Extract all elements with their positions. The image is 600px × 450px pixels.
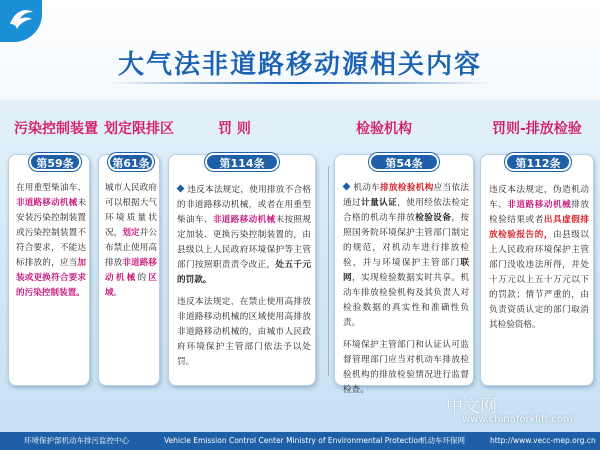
article-61-text xyxy=(105,181,157,301)
footer-site-url[interactable]: http://www.vecc-mep.org.cn xyxy=(490,436,596,445)
article-badge: 第112条 xyxy=(505,153,571,171)
article-59-card xyxy=(8,154,90,386)
footer-org-cn: 环境保护部机动车排污监控中心 xyxy=(24,436,129,445)
text-segment: 应当依法通过 xyxy=(343,183,469,208)
text-segment: ，使用经依法检定合格的机动车排放 xyxy=(343,198,469,223)
article-badge: 第114条 xyxy=(205,153,279,171)
page-title: 大气法非道路移动源相关内容 xyxy=(117,50,482,80)
highlight-inspection-agency: 排放检验机构 xyxy=(380,183,434,193)
article-54-text xyxy=(343,181,469,405)
divider xyxy=(328,166,329,376)
text-segment: 违反本法规定，伪造机动车、 xyxy=(489,185,589,210)
text-segment: 排放检验结果或者 xyxy=(489,200,589,225)
bullet-icon xyxy=(177,185,185,193)
heading-penalty: 罚 则 xyxy=(218,121,251,137)
text-segment: 违反本法规定，使用排放不合格的非道路移动机械，或者在用重型柴油车、 xyxy=(177,185,311,225)
highlight-non-road-machinery: 非道路移动机械 xyxy=(105,258,157,283)
article-badge: 第59条 xyxy=(29,153,81,171)
header xyxy=(0,0,600,100)
text-segment: 并公布禁止使用高排放 xyxy=(105,228,157,268)
text-segment: ，按照国务院环境保护主管部门制定的规范，对机动车进行排放检验，并与环境保护主管部门 xyxy=(343,213,469,268)
bird-logo-icon xyxy=(0,0,42,42)
highlight-install-device: 加装或更换符合要求的污染控制装置。 xyxy=(16,258,86,298)
highlight-designate: 划定 xyxy=(122,228,140,238)
text-segment: 未安装污染控制装置或污染控制装置不符合要求，不能达标排放的，应当 xyxy=(16,198,86,268)
text-segment: 机动车 xyxy=(353,183,381,193)
article-badge: 第54条 xyxy=(369,153,439,171)
highlight-non-road-machinery: 非道路移动机械 xyxy=(16,198,78,208)
highlight-false-report: 出具虚假排放检验报告的， xyxy=(489,215,589,240)
text-segment: 在用重型柴油车、 xyxy=(16,183,86,193)
footer-site-cn: 机动车环保网 xyxy=(420,436,465,445)
article-badge: 第61条 xyxy=(108,153,154,171)
text-segment: 环境保护主管部门和认证认可监督管理部门应当对机动车排放检验机构的排放检验情况进行监督检查。 xyxy=(343,340,469,395)
text-segment: 城市人民政府可以根据大气环境质量状况， xyxy=(105,183,157,238)
text-segment: ，实现检验数据实时共享。机动车排放检验机构及其负责人对检验数据的真实性和准确性负责。 xyxy=(343,273,469,328)
article-114-text xyxy=(177,183,311,377)
heading-restricted-zone: 划定限排区 xyxy=(104,121,174,137)
article-112-text xyxy=(489,183,589,333)
highlight-area: 区域 xyxy=(105,273,157,298)
watermark-url: www.chinaforklift.com xyxy=(462,414,573,425)
article-59-text xyxy=(16,181,86,301)
article-61-card xyxy=(98,154,160,386)
highlight-non-road-machinery: 非道路移动机械 xyxy=(212,215,276,225)
text-segment: 。 xyxy=(113,288,123,298)
highlight-equipment: 检验设备 xyxy=(415,213,452,223)
article-112-card xyxy=(480,154,594,386)
bullet-icon xyxy=(343,183,351,191)
footer-org-en: Vehicle Emission Control Center Ministry of Environmental Protection xyxy=(164,436,423,445)
text-segment: 由县级以上人民政府环境保护主管部门没收违法所得，并处十万元以上五十万元以下的罚款；情节严重的，由负责资质认定的部门取消其检验资格。 xyxy=(489,230,589,330)
text-segment: 未按照规定加装、更换污染控制装置的，由县级以上人民政府环境保护等主管部门按照职责责令改正， xyxy=(177,215,311,270)
article-114-card xyxy=(168,154,316,386)
highlight-fine: 处五千元的罚款。 xyxy=(177,260,311,285)
highlight-network: 联网 xyxy=(343,258,469,283)
heading-penalty-emission-test: 罚则-排放检验 xyxy=(492,121,582,137)
watermark-text: 中文网 xyxy=(446,397,497,417)
heading-pollution-control: 污染控制装置 xyxy=(14,121,98,137)
footer-bar xyxy=(0,432,600,450)
heading-inspection-agency: 检验机构 xyxy=(356,121,412,137)
highlight-non-road-machinery: 非道路移动机械 xyxy=(507,200,572,210)
text-segment: 的 xyxy=(137,273,149,283)
title-underline xyxy=(110,82,490,84)
text-segment: 违反本法规定，在禁止使用高排放非道路移动机械的区域使用高排放非道路移动机械的，由城市人民政府环境保护主管部门依法予以处罚。 xyxy=(177,297,311,367)
article-54-card xyxy=(334,154,474,395)
highlight-metrology: 计量认证 xyxy=(361,198,398,208)
